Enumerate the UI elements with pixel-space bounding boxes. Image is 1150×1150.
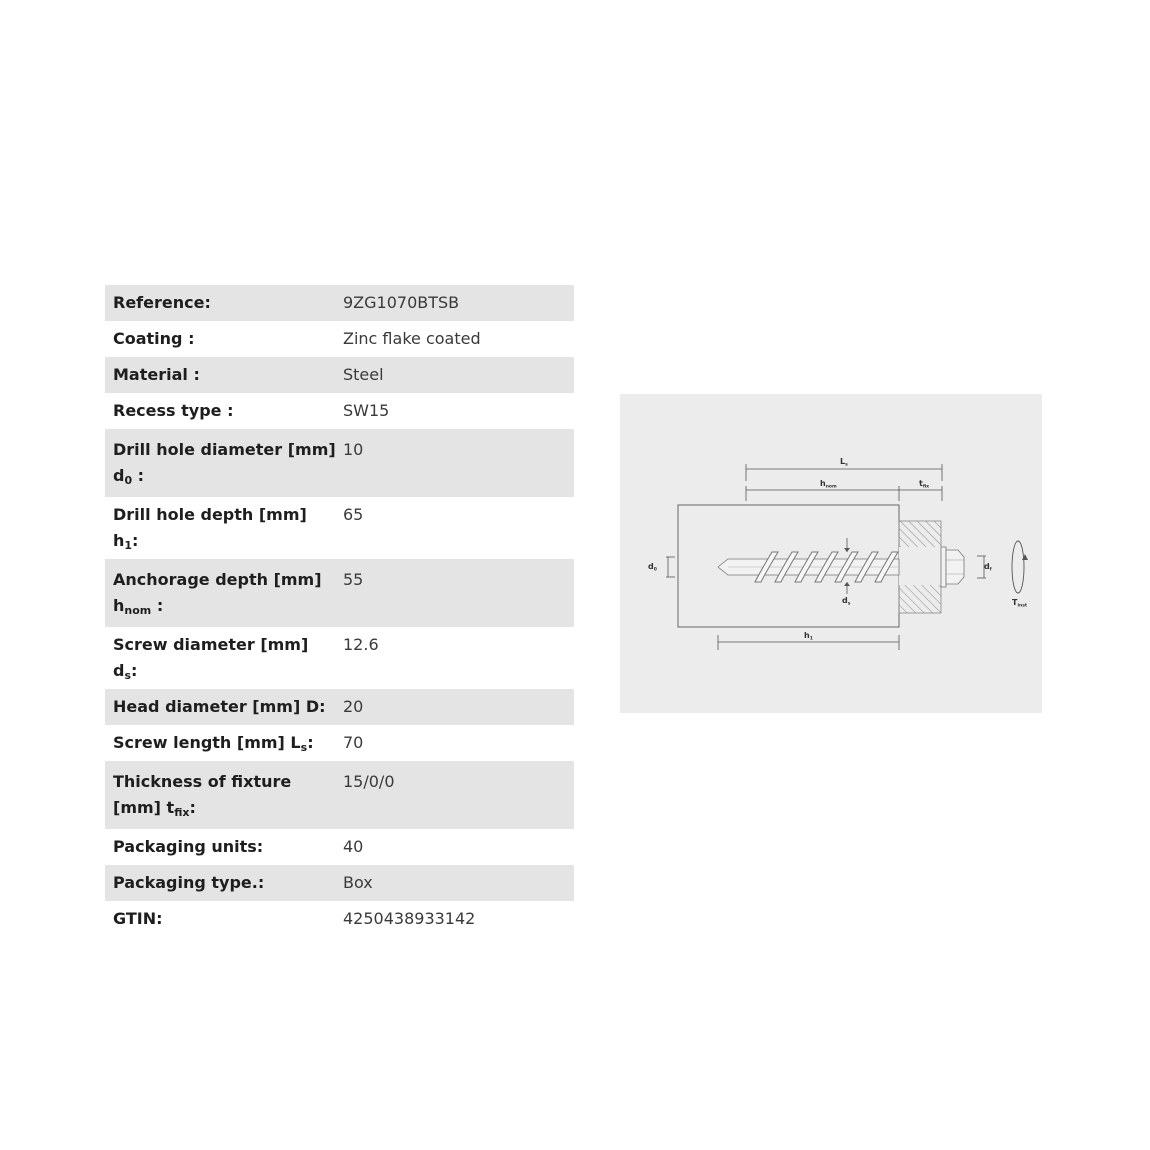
label-suffix: : [307, 733, 314, 752]
spec-value: 12.6 [343, 635, 379, 654]
label-subscript: s [124, 669, 132, 682]
spec-value: 70 [343, 733, 364, 752]
spec-label: Recess type : [113, 401, 234, 420]
spec-value: 15/0/0 [343, 772, 395, 791]
spec-value: 20 [343, 697, 364, 716]
spec-label: GTIN: [113, 909, 163, 928]
label-subscript: 0 [124, 474, 133, 487]
spec-row-fixture-thickness [105, 761, 574, 829]
label-hnom: hnom [820, 479, 837, 490]
spec-value: 65 [343, 505, 364, 524]
diagram-svg [620, 394, 1042, 713]
spec-label: Head diameter [mm] D: [113, 697, 326, 716]
spec-row-drill-hole-diameter [105, 429, 574, 497]
label-suffix: : [132, 466, 145, 485]
label-tfix: tfix [919, 479, 930, 490]
spec-label [105, 761, 336, 829]
spec-label: Coating : [113, 329, 195, 348]
label-tinst: Tinst [1012, 598, 1028, 609]
spec-label: Packaging units: [113, 837, 264, 856]
spec-row-material [105, 357, 574, 393]
spec-value: 10 [343, 440, 364, 459]
spec-row-reference [105, 285, 574, 321]
label-subscript: nom [124, 604, 152, 617]
label-subscript: s [300, 741, 308, 754]
label-ls: Ls [840, 457, 848, 468]
spec-row-head-diameter [105, 689, 574, 725]
fixture-hole [899, 547, 941, 585]
torque-symbol [1012, 541, 1024, 593]
spec-row-gtin [105, 901, 574, 937]
spec-row-drill-hole-depth [105, 497, 574, 559]
spec-row-packaging-units [105, 829, 574, 865]
spec-value: SW15 [343, 401, 390, 420]
label-subscript: fix [174, 806, 190, 819]
spec-row-anchorage-depth [105, 559, 574, 627]
label-suffix: : [151, 596, 164, 615]
label-suffix: : [189, 798, 196, 817]
spec-row-recess-type [105, 393, 574, 429]
spec-label [105, 559, 336, 627]
spec-label [105, 627, 336, 689]
label-text: Drill hole diameter [mm] d [113, 440, 336, 485]
spec-label [105, 497, 336, 559]
spec-value: 55 [343, 570, 364, 589]
label-text: Anchorage depth [mm] h [113, 570, 322, 615]
spec-label: Material : [113, 365, 200, 384]
spec-label: Reference: [113, 293, 211, 312]
label-df: df [984, 562, 992, 573]
label-h1: h1 [804, 631, 813, 642]
spec-row-screw-diameter [105, 627, 574, 689]
label-text: Screw diameter [mm] d [113, 635, 309, 680]
spec-value: 40 [343, 837, 364, 856]
label-suffix: : [132, 531, 139, 550]
label-ds: ds [842, 596, 851, 607]
label-text: Drill hole depth [mm] h [113, 505, 307, 550]
spec-row-packaging-type [105, 865, 574, 901]
spec-row-coating [105, 321, 574, 357]
spec-label: Packaging type.: [113, 873, 265, 892]
label-subscript: 1 [124, 539, 133, 552]
spec-value: 9ZG1070BTSB [343, 293, 460, 312]
screw-dimension-diagram [620, 394, 1042, 713]
spec-value: Steel [343, 365, 384, 384]
spec-label [105, 429, 336, 497]
label-suffix: : [131, 661, 138, 680]
label-text: Thickness of fixture [mm] t [113, 772, 292, 817]
spec-table [105, 285, 574, 937]
spec-value: Zinc flake coated [343, 329, 481, 348]
spec-value: 4250438933142 [343, 909, 476, 928]
label-text: Screw length [mm] L [113, 733, 301, 752]
spec-value: Box [343, 873, 373, 892]
label-d0: d0 [648, 562, 657, 573]
spec-row-screw-length [105, 725, 574, 761]
spec-label [105, 725, 336, 761]
